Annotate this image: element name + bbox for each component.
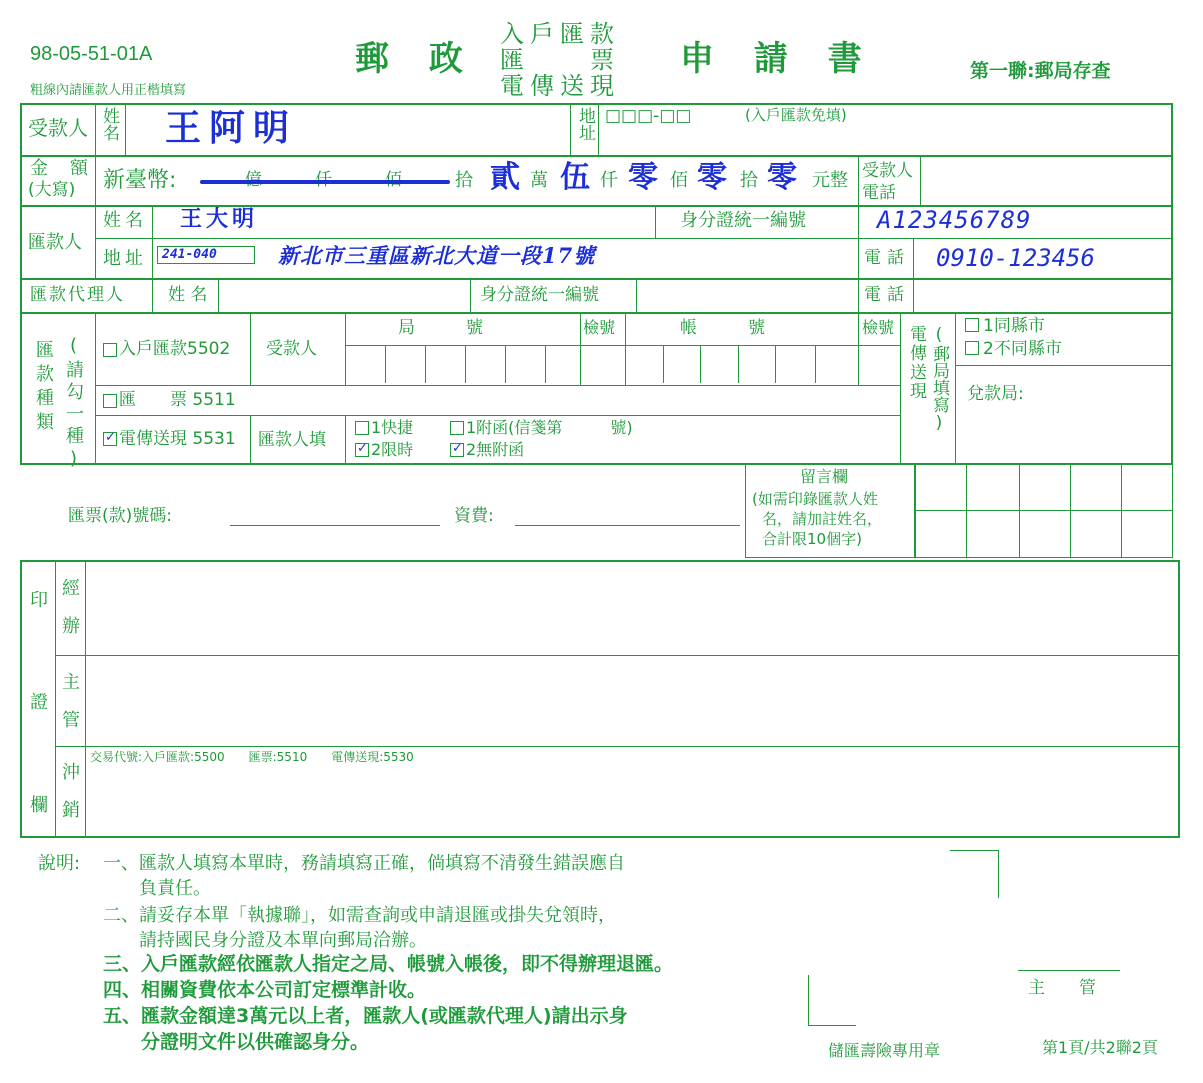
opt-deposit-label: 入戶匯款5502 — [119, 339, 231, 359]
opt-timed-label: 2限時 — [371, 440, 414, 459]
note-line-8: 分證明文件以供確認身分。 — [103, 1031, 370, 1053]
opt-wire-label: 電傳送現 5531 — [119, 429, 236, 449]
reversal-stamp-area[interactable] — [86, 768, 1178, 836]
seal-label: 儲匯壽險專用章 — [828, 1041, 941, 1060]
digit-4[interactable]: 零 — [697, 160, 727, 195]
unit-yuan: 元整 — [812, 170, 848, 191]
remitter-id-label: 身分證統一編號 — [680, 210, 806, 231]
account-digit-boxes[interactable] — [345, 345, 900, 385]
remitter-fill-label: 匯款人填 — [258, 430, 326, 450]
checkbox-draft[interactable] — [103, 394, 117, 408]
stamp-label-1: 印 — [30, 590, 48, 611]
unit-qian-struck: 仟 — [315, 170, 332, 190]
payee-address-note: (入戶匯款免填) — [745, 106, 847, 124]
note-line-3: 二、請妥存本單「執據聯」，如需查詢或申請退匯或掛失兌領時， — [103, 905, 616, 926]
checkbox-wire[interactable] — [103, 432, 117, 446]
type-label-sub: (請勾一種) — [63, 335, 84, 473]
unit-qian: 仟 — [600, 170, 618, 191]
agent-id-label: 身分證統一編號 — [480, 285, 599, 305]
payee-address-label: 地址 — [575, 107, 595, 141]
unit-yi: 億 — [245, 170, 262, 190]
remitter-name-value[interactable]: 王大明 — [180, 206, 259, 232]
remitter-label: 匯款人 — [28, 232, 82, 253]
digit-3[interactable]: 零 — [628, 160, 658, 195]
opt-noattach-label: 2無附函 — [466, 440, 525, 459]
handler-stamp-area[interactable] — [86, 561, 1178, 654]
agent-name-label: 姓 名 — [168, 285, 208, 305]
check-mark-icon: ✓ — [357, 441, 368, 456]
fee-field[interactable] — [515, 525, 740, 526]
copy-label: 第一聯:郵局存查 — [970, 60, 1111, 82]
seal-corner-bl-h — [808, 1025, 856, 1026]
supervisor-label: 主管 — [59, 672, 80, 748]
amount-label-sub: (大寫) — [28, 180, 76, 200]
main-form-frame — [20, 103, 1173, 465]
message-note-2: 名，請加註姓名， — [762, 510, 883, 528]
payee-label: 受款人 — [28, 116, 88, 140]
unit-bai: 佰 — [670, 170, 688, 191]
remitter-id-value[interactable]: A123456789 — [877, 206, 1032, 234]
note-line-6: 四、相關資費依本公司訂定標準計收。 — [103, 979, 427, 1001]
check-label-2: 檢號 — [862, 318, 895, 337]
form-code: 98-05-51-01A — [30, 43, 153, 65]
type-label: 匯款種類 — [33, 340, 54, 436]
opt-fast-label: 1快捷 — [371, 418, 414, 437]
remitter-phone-label: 電話 — [864, 248, 910, 268]
note-line-1: 一、匯款人填寫本單時，務請填寫正確，倘填寫不清發生錯誤應自 — [103, 853, 625, 874]
form-title-right: 申 請 書 — [680, 39, 876, 79]
type-payee-label: 受款人 — [266, 339, 317, 359]
tx-codes: 交易代號:入戶匯款:5500 匯票:5510 電傳送現:5530 — [90, 750, 414, 764]
note-line-7: 五、匯款金額達3萬元以上者，匯款人(或匯款代理人)請出示身 — [103, 1005, 628, 1027]
checkbox-deposit[interactable] — [103, 343, 117, 357]
amount-currency: 新臺幣: — [103, 168, 177, 193]
account-label: 帳 號 — [680, 318, 765, 338]
seal-corner-tr-v — [998, 850, 999, 898]
note-line-5: 三、入戶匯款經依匯款人指定之局、帳號入帳後，即不得辦理退匯。 — [103, 953, 674, 975]
payee-phone-label: 受款人電話 — [862, 161, 913, 203]
form-title-left: 郵 政 — [355, 39, 477, 79]
fee-label: 資費: — [454, 506, 494, 526]
remitter-address-value[interactable]: 新北市三重區新北大道一段17號 — [278, 243, 596, 268]
strike-line — [200, 180, 450, 184]
checkbox-noattach[interactable] — [450, 443, 464, 457]
payee-name-label: 姓名 — [99, 107, 119, 141]
draft-number-field[interactable] — [230, 525, 440, 526]
unit-wan: 萬 — [530, 170, 548, 191]
digit-5[interactable]: 零 — [767, 160, 797, 195]
digit-2[interactable]: 伍 — [560, 160, 590, 195]
payee-name-value[interactable]: 王阿明 — [165, 107, 298, 149]
handler-label: 經辦 — [59, 578, 80, 654]
check-mark-icon: ✓ — [105, 430, 116, 445]
opt-attach-label: 1附函(信箋第 號) — [466, 418, 633, 437]
message-title: 留言欄 — [800, 467, 849, 486]
stamp-label-2: 證 — [30, 692, 48, 713]
remitter-name-label: 姓名 — [103, 210, 147, 231]
remitter-zip[interactable]: 241-040 — [162, 247, 217, 262]
checkbox-same-county[interactable] — [965, 318, 979, 332]
message-note-3: 合計限10個字) — [762, 530, 862, 548]
note-line-2: 負責任。 — [103, 878, 211, 899]
title-stack-1: 入戶匯款 — [500, 20, 620, 48]
wire-label: 電傳送現 — [906, 325, 926, 401]
unit-shi-2: 拾 — [740, 170, 758, 191]
note-line-4: 請持國民身分證及本單向郵局洽辦。 — [103, 930, 427, 951]
same-county-label: 1同縣市 — [983, 316, 1045, 336]
redeem-office-label: 兌款局: — [967, 384, 1024, 404]
checkbox-attach[interactable] — [450, 421, 464, 435]
footer-supervisor: 主 管 — [1028, 978, 1096, 998]
check-label-1: 檢號 — [583, 318, 616, 337]
supervisor-sign-line — [1018, 970, 1120, 971]
unit-bai-struck: 佰 — [385, 170, 402, 190]
title-stack-2: 匯 票 — [500, 46, 620, 74]
remitter-address-label: 地址 — [103, 248, 147, 269]
payee-address-code[interactable]: □□□-□□ — [605, 106, 692, 126]
seal-stamp-area[interactable] — [808, 850, 998, 1025]
unit-shi-1: 拾 — [455, 170, 473, 191]
thick-line-note: 粗線內請匯款人用正楷填寫 — [30, 83, 187, 98]
draft-number-label: 匯票(款)號碼: — [68, 506, 172, 526]
agent-phone-label: 電話 — [864, 285, 910, 305]
message-field[interactable] — [915, 463, 1173, 558]
checkbox-diff-county[interactable] — [965, 341, 979, 355]
notes-lead: 說明: — [38, 853, 81, 874]
supervisor-stamp-area[interactable] — [86, 656, 1178, 745]
title-stack-3: 電傳送現 — [500, 72, 620, 100]
diff-county-label: 2不同縣市 — [983, 339, 1062, 359]
remitter-phone-value[interactable]: 0910-123456 — [936, 244, 1095, 272]
stamp-label-3: 欄 — [30, 795, 48, 816]
agent-label: 匯款代理人 — [30, 285, 125, 305]
checkbox-timed[interactable] — [355, 443, 369, 457]
digit-1[interactable]: 貳 — [490, 160, 520, 195]
wire-sub-label: (郵局填寫) — [929, 325, 949, 433]
check-mark-icon: ✓ — [452, 441, 463, 456]
checkbox-fast[interactable] — [355, 421, 369, 435]
opt-draft-label: 匯 票 5511 — [119, 390, 236, 410]
message-note-1: (如需印錄匯款人姓 — [752, 490, 878, 508]
page-label: 第1頁/共2聯2頁 — [1042, 1038, 1158, 1057]
bureau-label: 局 號 — [398, 318, 483, 338]
reversal-label: 沖銷 — [59, 762, 80, 838]
amount-label: 金 額 — [30, 158, 90, 179]
